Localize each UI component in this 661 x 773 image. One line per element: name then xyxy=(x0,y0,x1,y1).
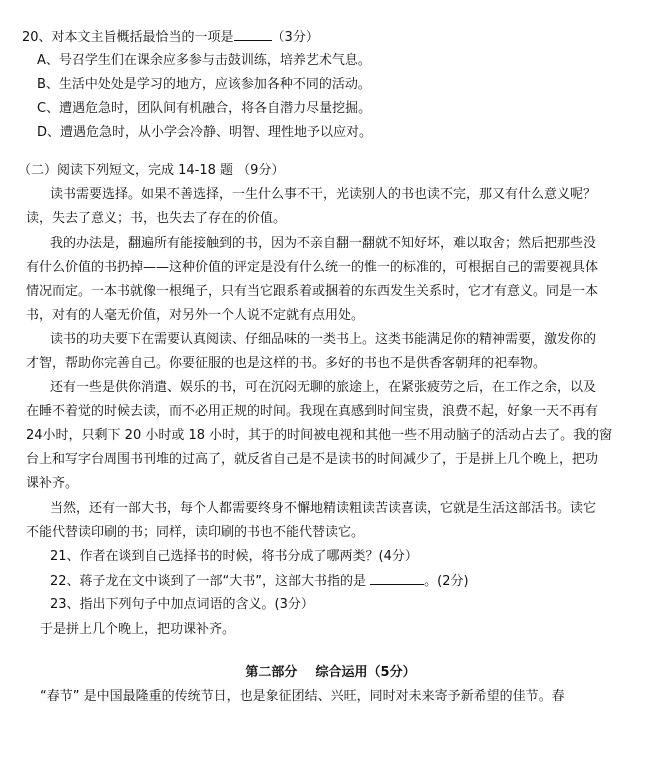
part-2-heading: 第二部分 综合运用（5分） xyxy=(245,665,416,680)
part-2-intro: “春节” 是中国最隆重的传统节日，也是象征团结、兴旺，同时对未来寄予新希望的佳节。春 xyxy=(40,689,565,704)
paragraph-5-line-1: 当然，还有一部大书，每个人都需要终身不懈地精读粗读苦读喜读，它就是生活这部活书。读它 xyxy=(50,501,597,516)
question-22-score: 。(2分) xyxy=(424,574,469,589)
section-title: （二）阅读下列短文，完成 14-18 题 （9分） xyxy=(18,163,285,178)
question-20-stem xyxy=(22,28,319,47)
question-21: 21、作者在谈到自己选择书的时候，将书分成了哪两类？(4分） xyxy=(50,549,418,564)
question-23: 23、指出下列句子中加点词语的含义。(3分） xyxy=(50,597,314,612)
question-20-text: 20、对本文主旨概括最恰当的一项是 xyxy=(22,30,234,45)
question-23-sentence: 于是拼上几个晚上，把功课补齐。 xyxy=(40,622,236,637)
paragraph-4-line-1: 还有一些是供你消遣、娱乐的书，可在沉闷无聊的旅途上，在紧张疲劳之后，在工作之余，以及 xyxy=(50,380,597,395)
answer-blank xyxy=(234,28,272,41)
question-22 xyxy=(50,572,469,591)
option-b: B、生活中处处是学习的地方，应该参加各种不同的活动。 xyxy=(37,77,371,92)
paragraph-3-line-1: 读书的功夫要下在需要认真阅读、仔细品味的一类书上。这类书能满足你的精神需要，激发你的 xyxy=(50,332,597,347)
paragraph-3-line-2: 才智，帮助你完善自己。你要征服的也是这样的书。多好的书也不是供香客朝拜的祀奉物。 xyxy=(26,356,547,371)
paragraph-1-line-2: 读，失去了意义；书，也失去了存在的价值。 xyxy=(26,211,287,226)
paragraph-2-line-3: 情况而定。一本书就像一根绳子，只有当它跟系着或捆着的东西发生关系时，它才有意义。同是一本 xyxy=(26,284,599,299)
paragraph-4-line-5: 课补齐。 xyxy=(26,476,79,491)
option-c: C、遭遇危急时，团队间有机融合，将各自潜力尽量挖掘。 xyxy=(37,101,372,116)
option-d: D、遭遇危急时，从小学会冷静、明智、理性地予以应对。 xyxy=(37,125,373,140)
paragraph-5-line-2: 不能代替读印刷的书；同样，读印刷的书也不能代替读它。 xyxy=(26,525,365,540)
paragraph-4-line-2: 在睡不着觉的时候去读，而不必用正规的时间。我现在真感到时间宝贵，浪费不起，好象一天不再有 xyxy=(26,404,599,419)
paragraph-2-line-4: 书，对有的人毫无价值，对另外一个人说不定就有点用处。 xyxy=(26,308,365,323)
paragraph-4-line-3: 24小时，只剩下 20 小时或 18 小时，其于的时间被电视和其他一些不用动脑子的活动占去了。我的窗 xyxy=(26,428,613,443)
paragraph-2-line-1: 我的办法是，翻遍所有能接触到的书，因为不亲自翻一翻就不知好坏，难以取舍；然后把那些没 xyxy=(50,236,597,251)
paragraph-2-line-2: 有什么价值的书扔掉——这种价值的评定是没有什么统一的惟一的标准的，可根据自己的需要视具体 xyxy=(26,260,599,275)
answer-blank xyxy=(370,572,424,585)
option-a: A、号召学生们在课余应多参与击鼓训练，培养艺术气息。 xyxy=(37,53,371,68)
question-22-text: 22、蒋子龙在文中谈到了一部“大书”，这部大书指的是 xyxy=(50,574,367,589)
paragraph-1-line-1: 读书需要选择。如果不善选择，一生什么事不干，光读别人的书也读不完，那又有什么意义呢？ xyxy=(50,187,597,202)
paragraph-4-line-4: 台上和写字台周围书刊堆的过高了，就反省自己是不是读书的时间减少了，于是拼上几个晚上，把功 xyxy=(26,452,599,467)
question-20-score: （3分） xyxy=(271,30,319,45)
